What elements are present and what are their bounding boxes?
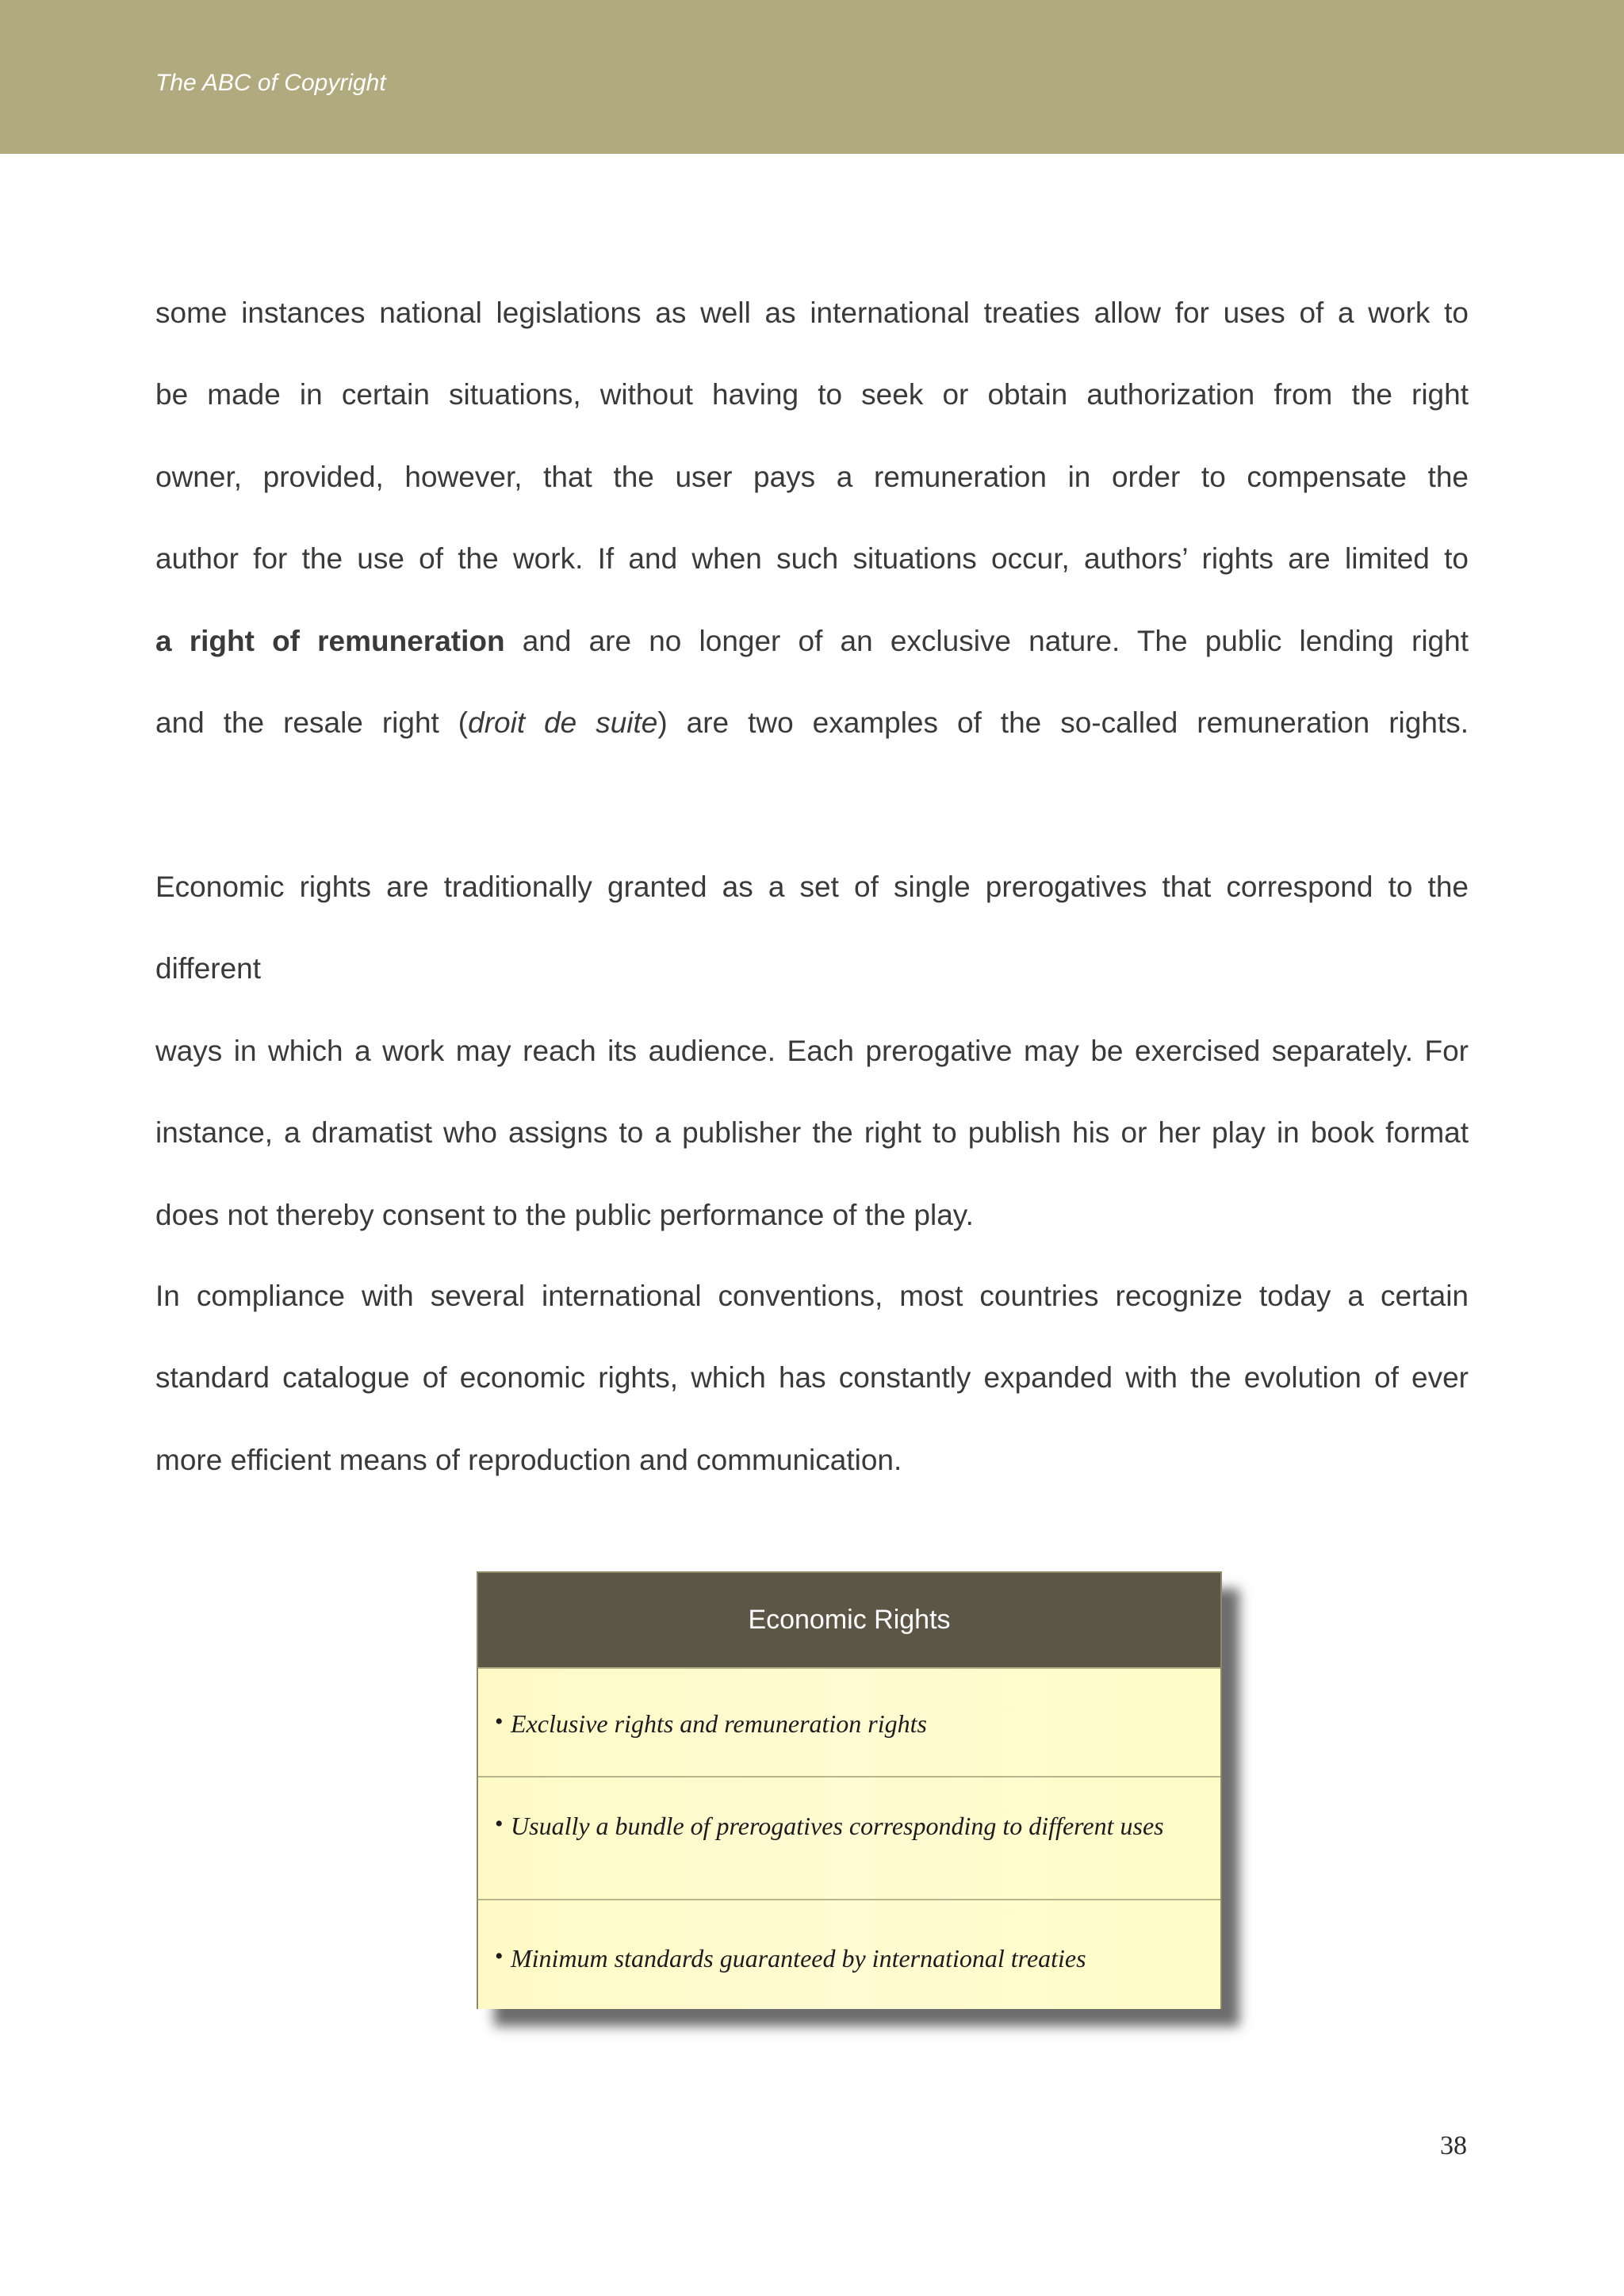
- italic-term: droit de suite: [468, 706, 658, 740]
- paragraph-line: standard catalogue of economic rights, which has constantly expanded with the evolution of ever: [155, 1361, 1469, 1395]
- bullet-icon: •: [495, 1811, 504, 1837]
- paragraph-line: Economic rights are traditionally granted as a set of single prerogatives that correspond to the different: [155, 871, 1469, 985]
- line-text: ) are two examples of the so-called remuneration rights.: [657, 706, 1469, 740]
- paragraph-line: more efficient means of reproduction and communication.: [155, 1443, 902, 1476]
- economic-rights-box-title: Economic Rights: [478, 1573, 1220, 1667]
- paragraph-line: does not thereby consent to the public performance of the play.: [155, 1198, 974, 1231]
- paragraph-economic-rights-prerogatives: [155, 846, 1469, 1256]
- page-number: 38: [1440, 2131, 1467, 2160]
- paragraph-line: ways in which a work may reach its audience. Each prerogative may be exercised separately. For: [155, 1034, 1469, 1067]
- header-band: [0, 0, 1624, 154]
- bold-term: a right of remuneration: [155, 624, 505, 657]
- rights-list-item: [478, 1667, 1220, 1776]
- paragraph-line: [155, 600, 1469, 682]
- rights-list-item: [478, 1776, 1220, 1899]
- line-text: and are no longer of an exclusive nature. The public lending right: [504, 624, 1469, 657]
- economic-rights-box: [477, 1571, 1222, 2009]
- paragraph-remuneration-rights: [155, 272, 1469, 763]
- paragraph-international-conventions: [155, 1255, 1469, 1501]
- paragraph-line: some instances national legislations as well as international treaties allow for uses of a work to: [155, 297, 1469, 329]
- paragraph-line: author for the use of the work. If and when such situations occur, authors’ rights are limited to: [155, 542, 1469, 576]
- running-header-title: The ABC of Copyright: [155, 70, 386, 96]
- paragraph-line: instance, a dramatist who assigns to a publisher the right to publish his or her play in book format: [155, 1116, 1469, 1150]
- rights-item-text: Usually a bundle of prerogatives corresponding to different uses: [511, 1812, 1164, 1840]
- rights-list-item: [478, 1899, 1220, 2009]
- rights-item-text: Minimum standards guaranteed by international treaties: [511, 1944, 1086, 1973]
- paragraph-line: [155, 682, 1469, 763]
- bullet-icon: •: [495, 1709, 504, 1735]
- rights-item-text: Exclusive rights and remuneration rights: [511, 1709, 927, 1738]
- line-text: and the resale right (: [155, 706, 469, 740]
- bullet-icon: •: [495, 1943, 504, 1969]
- paragraph-line: In compliance with several international conventions, most countries recognize today a certain: [155, 1280, 1469, 1312]
- paragraph-line: be made in certain situations, without having to seek or obtain authorization from the right: [155, 378, 1469, 411]
- paragraph-line: owner, provided, however, that the user pays a remuneration in order to compensate the: [155, 460, 1469, 493]
